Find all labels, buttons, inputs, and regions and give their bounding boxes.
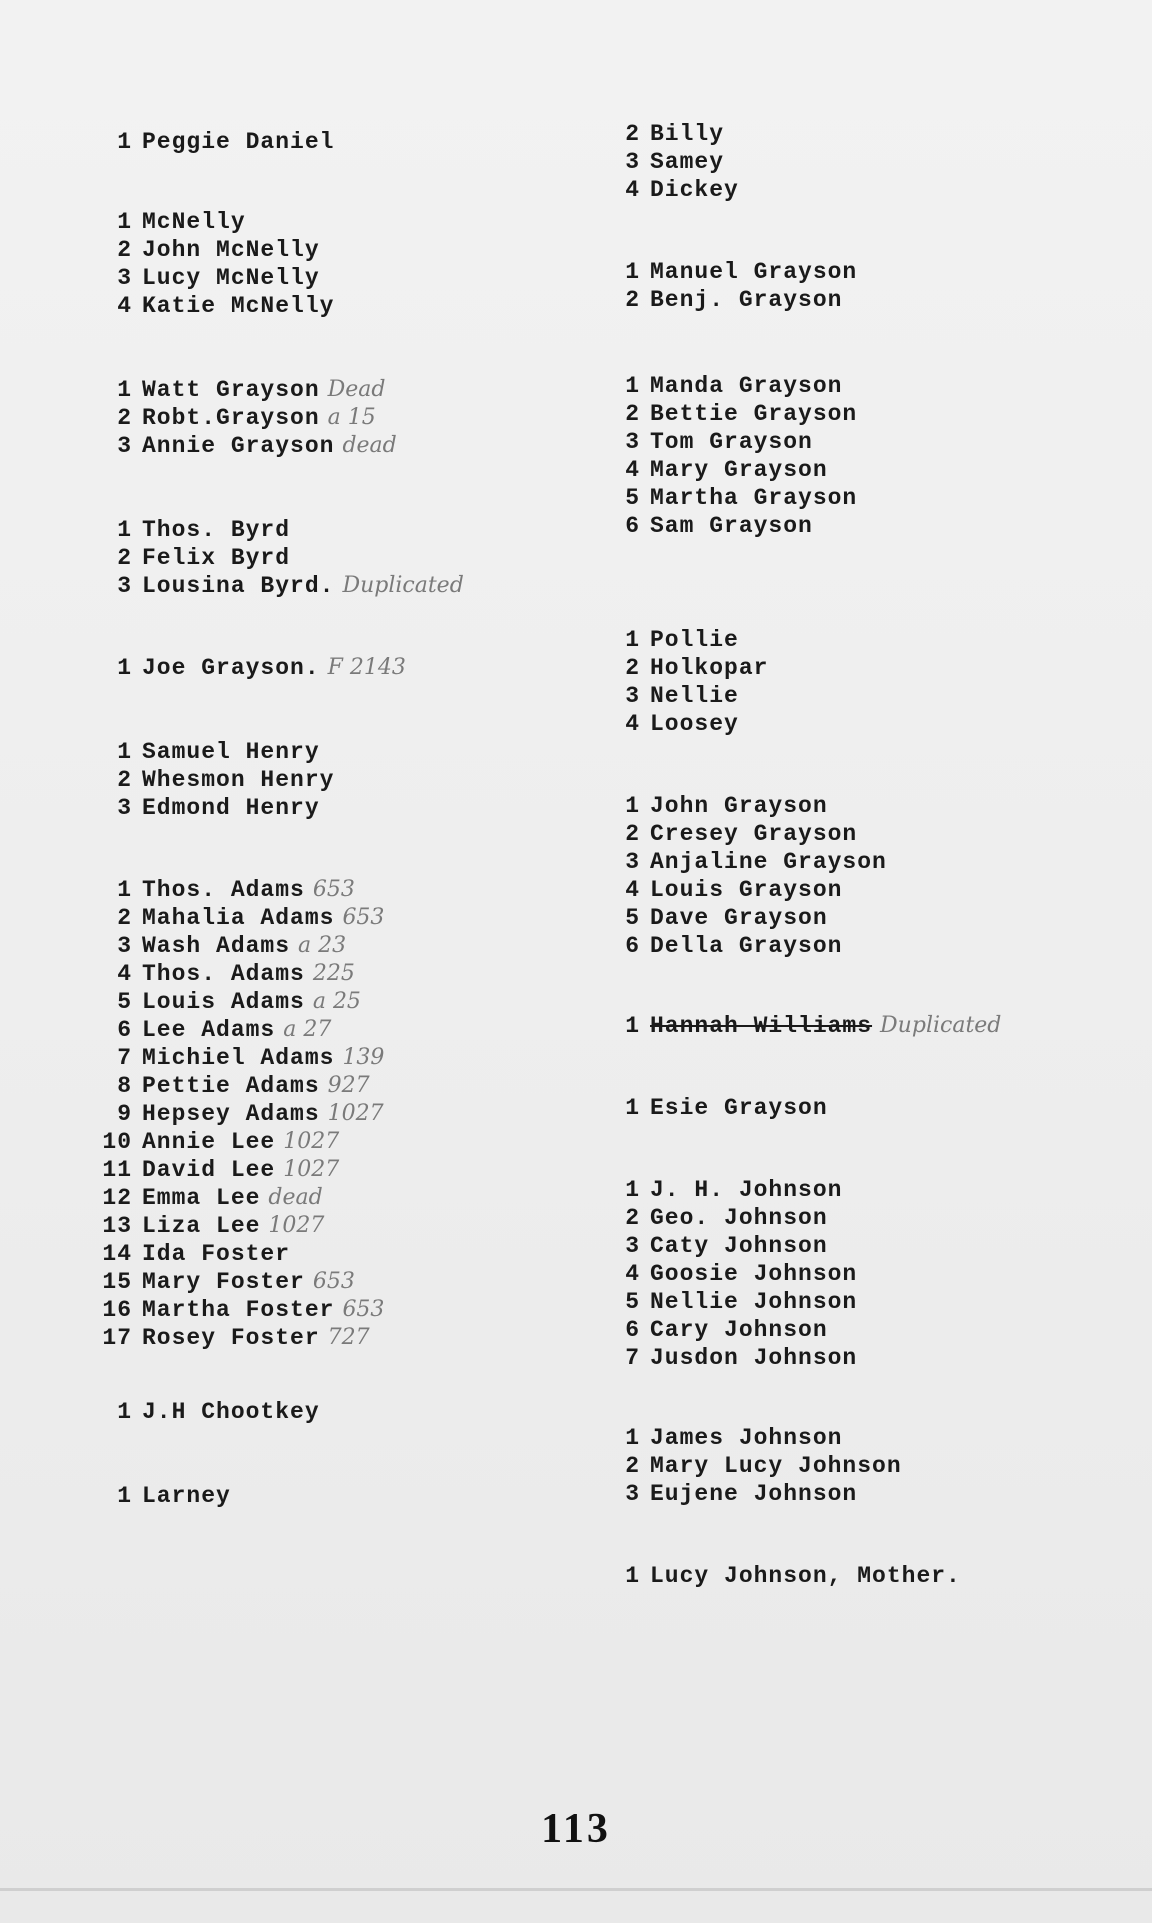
entry-number: 1 [117,1399,132,1425]
entry-name: Larney [142,1483,231,1509]
right-family-group [604,1094,828,1122]
entry-number: 1 [625,259,640,285]
entry-name: Ida Foster [142,1241,291,1267]
roll-entry [96,572,464,600]
entry-name: Thos. Adams [142,877,305,903]
entry-number: 4 [625,711,640,737]
entry-name: Eujene Johnson [650,1481,858,1507]
entry-number: 5 [625,1289,640,1315]
roll-entry [96,1100,384,1128]
roll-entry [604,848,887,876]
entry-number: 1 [117,209,132,235]
roll-entry [604,1480,902,1508]
roll-entry [604,148,739,176]
entry-name: Manda Grayson [650,373,843,399]
entry-number: 2 [117,237,132,263]
entry-name: Jusdon Johnson [650,1345,858,1371]
entry-name: Felix Byrd [142,545,291,571]
roll-entry [96,738,334,766]
entry-number: 5 [625,905,640,931]
entry-name: Louis Grayson [650,877,843,903]
entry-number: 3 [625,1481,640,1507]
roll-entry [96,1128,384,1156]
roll-entry [604,1288,857,1316]
entry-number: 3 [117,933,132,959]
entry-name: Caty Johnson [650,1233,828,1259]
handwritten-annotation: a 27 [283,1017,332,1042]
roll-entry [604,876,887,904]
handwritten-annotation: Duplicated [342,573,464,598]
entry-name: Anjaline Grayson [650,849,887,875]
roll-entry [604,654,768,682]
roll-entry [96,654,406,682]
entry-number: 3 [117,573,132,599]
entry-name: Della Grayson [650,933,843,959]
handwritten-annotation: F 2143 [327,655,406,680]
entry-number: 2 [625,1453,640,1479]
page-number: 113 [541,1806,611,1852]
roll-entry [96,1296,384,1324]
right-family-group [604,1176,857,1372]
handwritten-annotation: Dead [327,377,386,402]
entry-name: Goosie Johnson [650,1261,858,1287]
entry-number: 6 [117,1017,132,1043]
roll-entry [604,176,739,204]
handwritten-annotation: 727 [327,1325,370,1350]
entry-name: Mary Foster [142,1269,305,1295]
handwritten-annotation: 653 [342,1297,385,1322]
entry-name: McNelly [142,209,246,235]
page-bottom-edge [0,1888,1152,1891]
entry-number: 3 [625,683,640,709]
entry-name: Katie McNelly [142,293,335,319]
entry-number: 1 [117,739,132,765]
entry-name: Sam Grayson [650,513,813,539]
entry-name: Watt Grayson [142,377,320,403]
roll-entry [96,1482,231,1510]
right-family-group [604,1012,1001,1040]
entry-name: John Grayson [650,793,828,819]
entry-name: Mahalia Adams [142,905,335,931]
roll-entry [96,1268,384,1296]
entry-name: Pettie Adams [142,1073,320,1099]
entry-name: Martha Grayson [650,485,858,511]
entry-number: 4 [625,177,640,203]
roll-entry [604,258,857,286]
entry-name: Lousina Byrd. [142,573,335,599]
right-family-group [604,258,857,314]
entry-number: 3 [625,429,640,455]
entry-name: Benj. Grayson [650,287,843,313]
entry-number: 7 [117,1045,132,1071]
handwritten-annotation: 653 [312,877,355,902]
entry-number: 2 [625,655,640,681]
roll-entry [604,1316,857,1344]
right-family-group [604,120,739,204]
entry-name: Liza Lee [142,1213,261,1239]
entry-number: 9 [117,1101,132,1127]
entry-name: Emma Lee [142,1185,261,1211]
right-family-group [604,372,857,540]
roll-entry [604,710,768,738]
entry-number: 4 [117,961,132,987]
roll-entry [604,484,857,512]
entry-number: 1 [625,1177,640,1203]
entry-name: Louis Adams [142,989,305,1015]
entry-number: 10 [102,1129,132,1155]
left-family-group [96,1482,231,1510]
entry-number: 6 [625,513,640,539]
roll-entry [96,1156,384,1184]
entry-name: Manuel Grayson [650,259,858,285]
entry-name: Edmond Henry [142,795,320,821]
roll-entry [604,1094,828,1122]
roll-entry [96,208,334,236]
entry-name: Loosey [650,711,739,737]
entry-name: Annie Grayson [142,433,335,459]
entry-number: 13 [102,1213,132,1239]
roll-entry [96,932,384,960]
entry-number: 1 [117,377,132,403]
left-family-group [96,128,334,156]
entry-name: Esie Grayson [650,1095,828,1121]
roll-entry [96,432,397,460]
entry-number: 4 [625,457,640,483]
entry-number: 2 [117,767,132,793]
right-family-group [604,1562,961,1590]
entry-name: Annie Lee [142,1129,276,1155]
roll-entry [96,404,397,432]
roll-entry [604,1424,902,1452]
entry-name: Joe Grayson. [142,655,320,681]
entry-number: 1 [117,517,132,543]
entry-name: Tom Grayson [650,429,813,455]
entry-number: 14 [102,1241,132,1267]
entry-name: Mary Grayson [650,457,828,483]
roll-entry [604,286,857,314]
roll-entry [604,1232,857,1260]
entry-number: 2 [625,121,640,147]
entry-number: 12 [102,1185,132,1211]
entry-number: 4 [625,877,640,903]
handwritten-annotation: 1027 [327,1101,384,1126]
entry-number: 2 [625,1205,640,1231]
roll-entry [96,1016,384,1044]
handwritten-annotation: 1027 [283,1129,340,1154]
entry-number: 7 [625,1345,640,1371]
roll-entry [96,794,334,822]
entry-number: 3 [625,1233,640,1259]
entry-name: J. H. Johnson [650,1177,843,1203]
left-family-group [96,208,334,320]
roll-entry [96,516,464,544]
entry-number: 2 [117,545,132,571]
entry-name: Thos. Adams [142,961,305,987]
roll-entry [96,1240,384,1268]
entry-number: 16 [102,1297,132,1323]
entry-name: Rosey Foster [142,1325,320,1351]
entry-number: 8 [117,1073,132,1099]
roll-entry [96,1072,384,1100]
roll-entry [96,1184,384,1212]
roll-entry [96,1044,384,1072]
right-family-group [604,792,887,960]
entry-number: 1 [117,1483,132,1509]
entry-number: 5 [117,989,132,1015]
entry-number: 1 [117,877,132,903]
roll-entry [604,1260,857,1288]
entry-number: 1 [625,1563,640,1589]
handwritten-annotation: 1027 [268,1213,325,1238]
roll-entry [604,1176,857,1204]
entry-name: J.H Chootkey [142,1399,320,1425]
entry-name: Holkopar [650,655,769,681]
roll-entry [96,544,464,572]
left-family-group [96,516,464,600]
entry-name: Samey [650,149,725,175]
roll-entry [604,456,857,484]
entry-number: 11 [102,1157,132,1183]
roll-entry [604,932,887,960]
entry-name: Hannah Williams [650,1013,873,1039]
entry-number: 1 [625,627,640,653]
right-family-group [604,626,768,738]
entry-name: Nellie Johnson [650,1289,858,1315]
left-family-group [96,376,397,460]
entry-name: Geo. Johnson [650,1205,828,1231]
entry-number: 2 [625,401,640,427]
entry-number: 3 [625,849,640,875]
entry-name: Martha Foster [142,1297,335,1323]
entry-number: 4 [117,293,132,319]
handwritten-annotation: 653 [312,1269,355,1294]
entry-name: Wash Adams [142,933,291,959]
entry-number: 17 [102,1325,132,1351]
handwritten-annotation: a 23 [298,933,347,958]
entry-name: Lee Adams [142,1017,276,1043]
roll-entry [604,1204,857,1232]
roll-entry [604,372,857,400]
entry-name: Robt.Grayson [142,405,320,431]
entry-name: Nellie [650,683,739,709]
entry-number: 6 [625,933,640,959]
entry-name: Cary Johnson [650,1317,828,1343]
roll-entry [604,400,857,428]
roll-entry [96,1212,384,1240]
entry-name: Whesmon Henry [142,767,335,793]
entry-name: Lucy McNelly [142,265,320,291]
entry-name: Michiel Adams [142,1045,335,1071]
handwritten-annotation: 927 [327,1073,370,1098]
roll-entry [604,428,857,456]
entry-number: 4 [625,1261,640,1287]
left-family-group [96,654,406,682]
entry-name: David Lee [142,1157,276,1183]
entry-number: 1 [625,1013,640,1039]
roll-entry [96,876,384,904]
roll-entry [604,820,887,848]
right-family-group [604,1424,902,1508]
roll-entry [96,128,334,156]
entry-number: 2 [625,821,640,847]
entry-name: Dickey [650,177,739,203]
left-family-group [96,1398,320,1426]
handwritten-annotation: 653 [342,905,385,930]
roll-entry [604,626,768,654]
entry-number: 1 [117,129,132,155]
handwritten-annotation: 139 [342,1045,385,1070]
roll-entry [96,960,384,988]
entry-number: 1 [625,793,640,819]
entry-number: 3 [117,433,132,459]
entry-name: Hepsey Adams [142,1101,320,1127]
roll-entry [604,792,887,820]
entry-number: 6 [625,1317,640,1343]
handwritten-annotation: a 15 [327,405,376,430]
roll-entry [96,766,334,794]
roll-entry [604,1344,857,1372]
entry-name: Peggie Daniel [142,129,335,155]
roll-entry [604,1452,902,1480]
entry-number: 3 [625,149,640,175]
entry-number: 1 [117,655,132,681]
entry-name: Pollie [650,627,739,653]
entry-name: Lucy Johnson, Mother. [650,1563,961,1589]
entry-number: 1 [625,1425,640,1451]
roll-entry [96,904,384,932]
entry-name: Thos. Byrd [142,517,291,543]
roll-entry [604,120,739,148]
entry-name: Cresey Grayson [650,821,858,847]
entry-name: Billy [650,121,725,147]
handwritten-annotation: Duplicated [880,1013,1002,1038]
handwritten-annotation: a 25 [312,989,361,1014]
roll-entry [96,264,334,292]
roll-entry [96,376,397,404]
left-family-group [96,876,384,1352]
handwritten-annotation: 1027 [283,1157,340,1182]
entry-number: 15 [102,1269,132,1295]
entry-number: 1 [625,1095,640,1121]
entry-name: James Johnson [650,1425,843,1451]
roll-entry [96,1324,384,1352]
entry-name: John McNelly [142,237,320,263]
roll-entry [96,988,384,1016]
roll-entry [604,512,857,540]
left-family-group [96,738,334,822]
roll-entry [604,1562,961,1590]
entry-number: 3 [117,795,132,821]
entry-name: Samuel Henry [142,739,320,765]
handwritten-annotation: 225 [312,961,355,986]
entry-number: 2 [117,905,132,931]
roll-entry [604,1012,1001,1040]
entry-number: 2 [117,405,132,431]
roll-entry [96,292,334,320]
roll-entry [96,1398,320,1426]
entry-number: 2 [625,287,640,313]
roll-entry [604,904,887,932]
handwritten-annotation: dead [268,1185,323,1210]
roll-entry [604,682,768,710]
entry-number: 5 [625,485,640,511]
entry-name: Dave Grayson [650,905,828,931]
entry-name: Bettie Grayson [650,401,858,427]
roll-entry [96,236,334,264]
entry-name: Mary Lucy Johnson [650,1453,902,1479]
entry-number: 1 [625,373,640,399]
entry-number: 3 [117,265,132,291]
handwritten-annotation: dead [342,433,397,458]
